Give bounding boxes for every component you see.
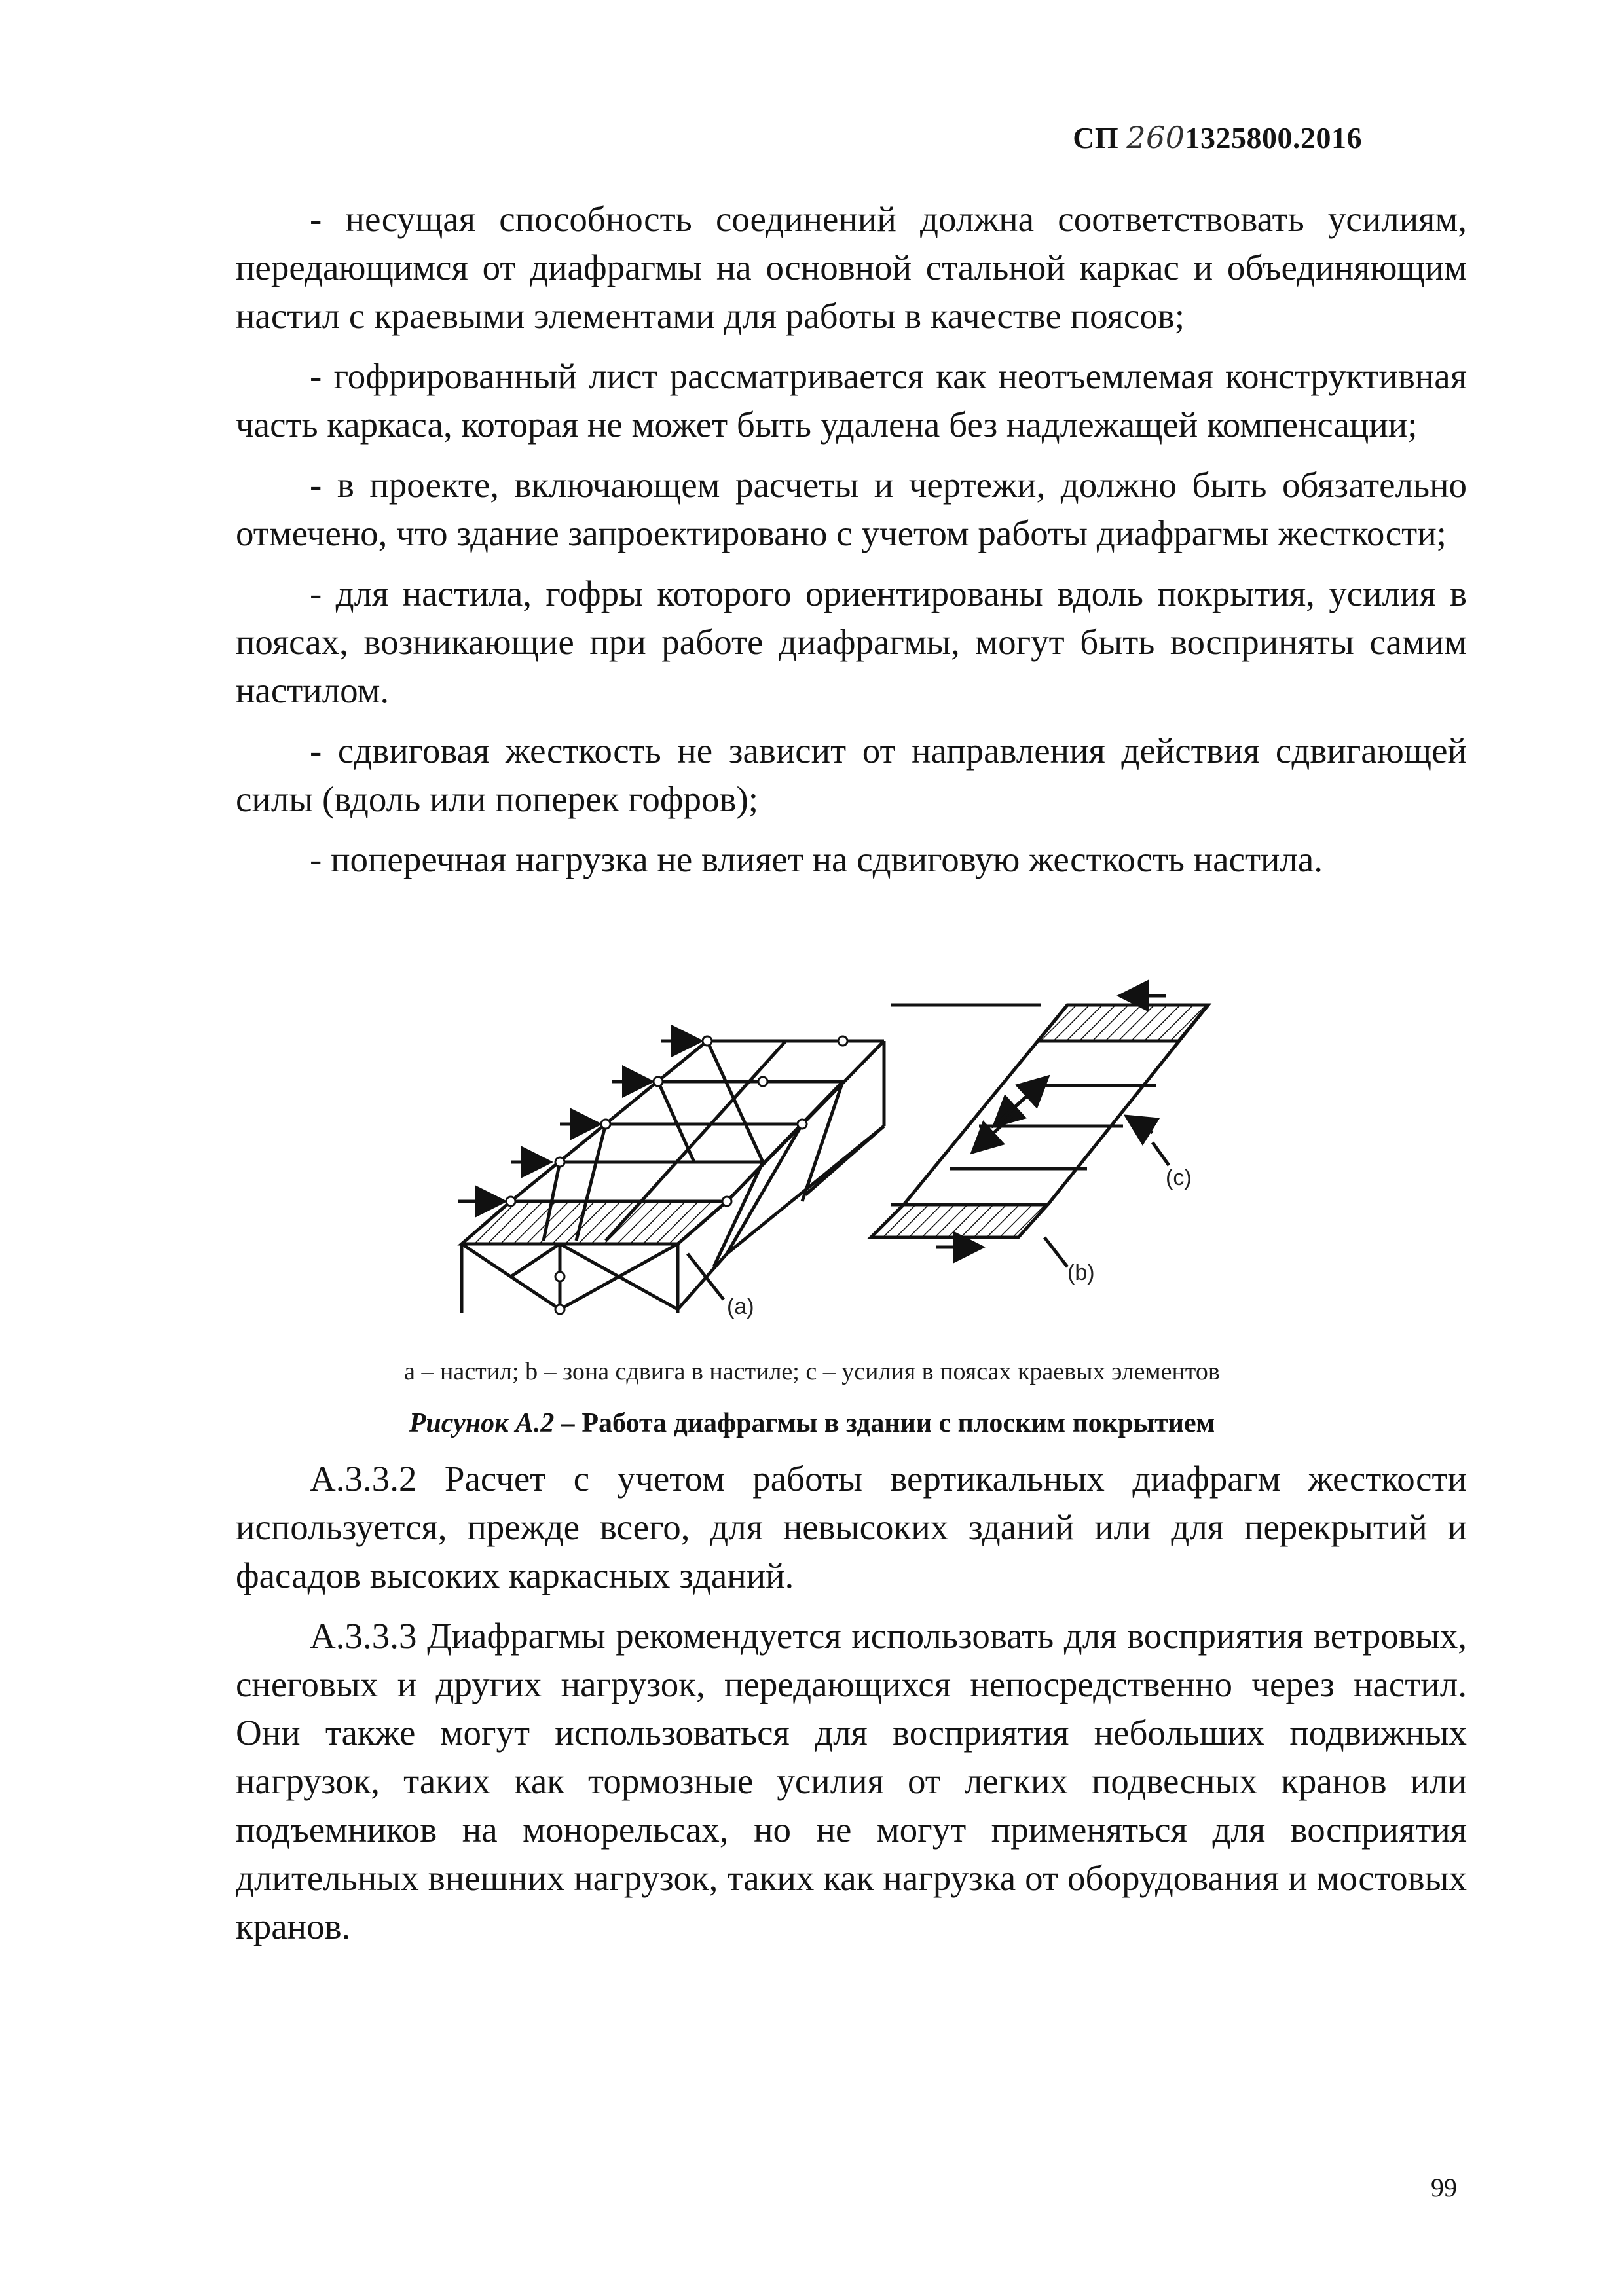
code-prefix: СП: [1073, 121, 1119, 155]
list-item: - сдвиговая жесткость не зависит от направления действия сдвигающей силы (вдоль или поперек гофров);: [236, 731, 1467, 819]
list-item: - в проекте, включающем расчеты и чертежи, должно быть обязательно отмечено, что здание запроектировано с учетом работы диафрагмы жесткости;: [236, 465, 1467, 553]
frame-3d: [458, 1041, 884, 1313]
label-b: (b): [1067, 1260, 1095, 1285]
bottom-hatched-strip: [871, 1205, 1048, 1237]
paragraph-a332: А.3.3.2 Расчет с учетом работы вертикальных диафрагм жесткости используется, прежде всего, для невысоких зданий или для перекрытий и фасадов высоких каркасных зданий.: [236, 1459, 1467, 1595]
figure-legend: a – настил; b – зона сдвига в настиле; c – усилия в поясах краевых элементов: [404, 1358, 1220, 1385]
page-number: 99: [1431, 2173, 1457, 2202]
paragraph-a333: А.3.3.3 Диафрагмы рекомендуется использовать для восприятия ветровых, снеговых и других нагрузок, передающихся непосредственно через настил. Они также могут использоваться для восприятия небольших подвижных нагрузок, таких как тормозные усилия от легких подвесных кранов или подъемников на монорельсах, но не могут применяться для восприятия длительных внешних нагрузок, таких как нагрузка от оборудования и мостовых кранов.: [236, 1616, 1467, 1946]
requirements-list: [236, 195, 1467, 896]
list-item: - для настила, гофры которого ориентированы вдоль покрытия, усилия в поясах, возникающие при работе диафрагмы, могут быть восприняты самим настилом.: [236, 574, 1467, 710]
handwritten-number: 260: [1126, 120, 1185, 155]
list-item: - несущая способность соединений должна соответствовать усилиям, передающимся от диафрагмы на основной стальной каркас и объединяющим настил с краевыми элементами для работы в качестве поясов;: [236, 199, 1467, 336]
list-item: - поперечная нагрузка не влияет на сдвиговую жесткость настила.: [310, 839, 1323, 879]
figure-a2: [0, 979, 1624, 1345]
label-c: (c): [1166, 1165, 1192, 1190]
caption-lead: Рисунок А.2 –: [409, 1408, 575, 1438]
figure-caption: [0, 1408, 1624, 1439]
diaphragm-drawing: [0, 979, 1624, 1345]
label-a: (a): [727, 1294, 754, 1319]
document-code: [1073, 120, 1362, 155]
caption-text: Работа диафрагмы в здании с плоским покрытием: [581, 1408, 1215, 1438]
code-number: 1325800.2016: [1185, 121, 1362, 155]
section-a333: [236, 1455, 1467, 1963]
shear-panel: [871, 996, 1208, 1267]
list-item: - гофрированный лист рассматривается как неотъемлемая конструктивная часть каркаса, которая не может быть удалена без надлежащей компенсации;: [236, 356, 1467, 445]
